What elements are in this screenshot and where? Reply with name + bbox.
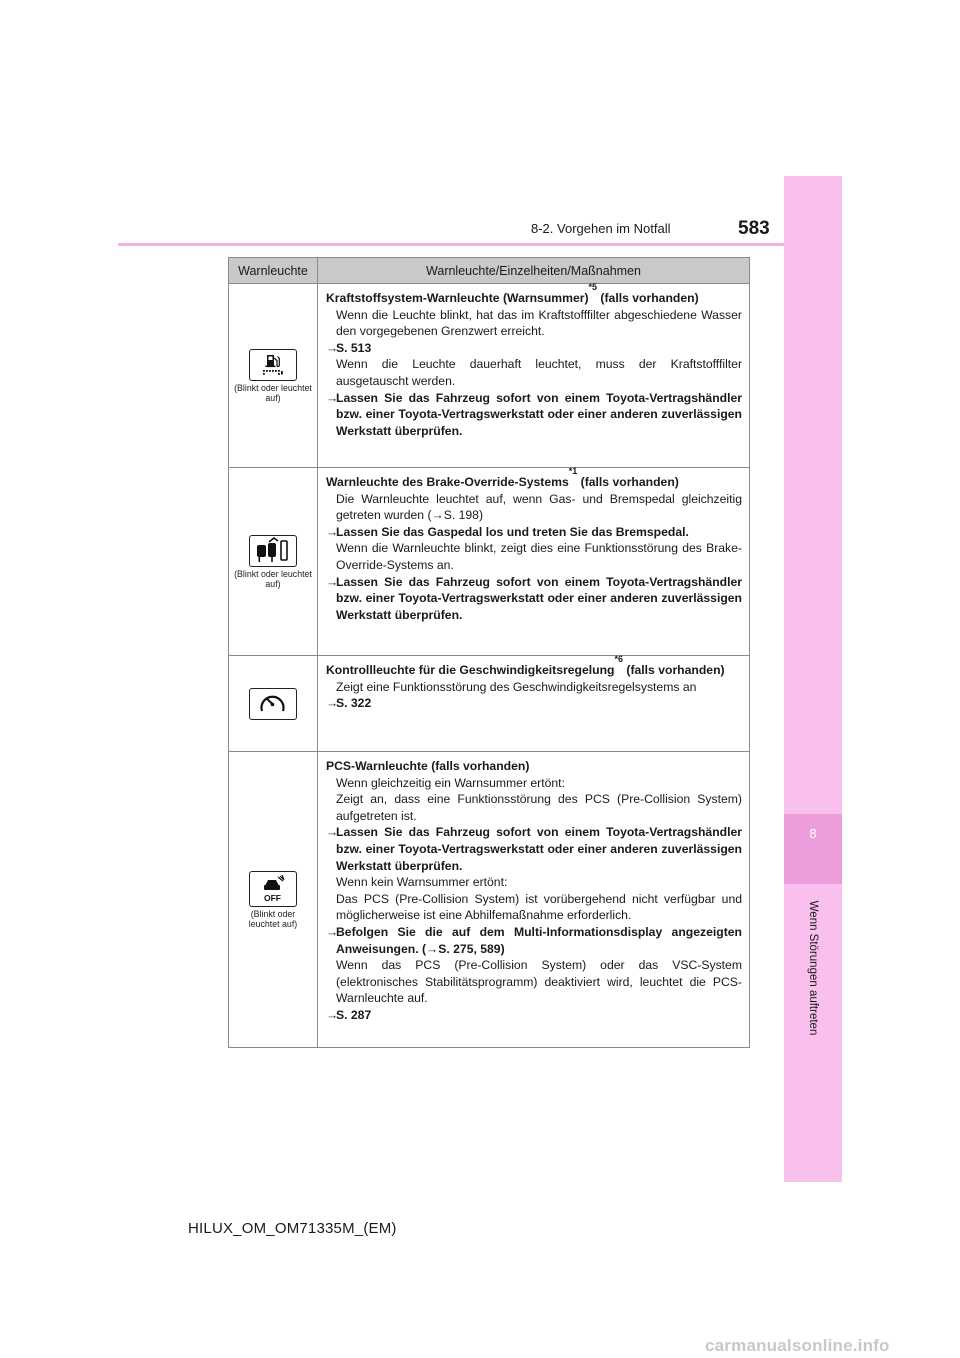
- row-action: → Befolgen Sie die auf dem Multi-Informationsdisplay angezeigten Anweisungen. (→S. 275, 589): [326, 924, 742, 956]
- table-row: [229, 752, 750, 1048]
- row-title: Kraftstoffsystem-Warnleuchte (Warnsummer)$^{*5}$ (falls vorhanden): [326, 282, 699, 305]
- row-title: Warnleuchte des Brake-Override-Systems$^{*1}$ (falls vorhanden): [326, 466, 679, 489]
- icon-caption: (Blinkt oder leuchtet auf): [234, 568, 312, 589]
- row-text: Wenn gleichzeitig ein Warnsummer ertönt:: [336, 775, 565, 790]
- arrow-icon: →: [326, 1007, 339, 1022]
- page-number: 583: [738, 218, 770, 239]
- watermark: carmanualsonline.info: [705, 1336, 890, 1355]
- chapter-number: 8: [809, 826, 817, 841]
- column-header-warning-light: Warnleuchte: [229, 258, 318, 284]
- row-reference: → S. 322: [326, 696, 372, 711]
- row-text: Wenn die Warnleuchte blinkt, zeigt dies eine Funktionsstörung des Brake-Override-Systems an.: [336, 541, 742, 572]
- row-reference: → S. 287: [326, 1007, 372, 1022]
- row-text: Wenn die Leuchte dauerhaft leuchtet, muss der Kraftstofffilter ausgetauscht werden.: [336, 357, 742, 388]
- icon-cell: [229, 468, 318, 656]
- icon-cell: [229, 656, 318, 752]
- table-row: [229, 468, 750, 656]
- table-header-row: [229, 258, 750, 284]
- row-action: → Lassen Sie das Fahrzeug sofort von einem Toyota-Vertragshändler bzw. einer Toyota-Vertragswerkstatt oder einer anderen zuverlässigen Werkstatt überprüfen.: [326, 825, 742, 873]
- pcs-warning-icon: [249, 871, 297, 907]
- icon-caption: (Blinkt oder leuchtet auf): [248, 908, 298, 929]
- row-text: Zeigt an, dass eine Funktionsstörung des PCS (Pre-Collision System) aufgetreten ist.: [336, 792, 742, 823]
- arrow-icon: →: [326, 574, 339, 589]
- warning-light-table: [228, 257, 750, 1048]
- arrow-icon: →: [326, 696, 339, 711]
- arrow-icon: →: [326, 340, 339, 355]
- row-action: → Lassen Sie das Fahrzeug sofort von einem Toyota-Vertragshändler bzw. einer Toyota-Vertragswerkstatt oder einer anderen zuverlässigen Werkstatt überprüfen.: [326, 390, 742, 438]
- arrow-icon: →: [326, 924, 339, 939]
- document-code: HILUX_OM_OM71335M_(EM): [188, 1220, 397, 1237]
- row-title: PCS-Warnleuchte (falls vorhanden): [326, 759, 530, 773]
- arrow-icon: →: [326, 825, 339, 840]
- row-action: → Lassen Sie das Fahrzeug sofort von einem Toyota-Vertragshändler bzw. einer Toyota-Vertragswerkstatt oder einer anderen zuverlässigen Werkstatt überprüfen.: [326, 574, 742, 622]
- header-rule: [118, 243, 840, 246]
- description-cell: [318, 468, 750, 656]
- arrow-icon: →: [326, 524, 339, 539]
- row-reference: → S. 513: [326, 340, 372, 355]
- row-text: Wenn die Leuchte blinkt, hat das im Kraftstofffilter abgeschiedene Wasser den vorgegebenen Grenzwert erreicht.: [336, 307, 742, 339]
- row-text: Wenn das PCS (Pre-Collision System) oder das VSC-System (elektronisches Stabilitätsprogramm) deaktiviert wird, leuchtet die PCS-Warnleuchte auf.: [336, 958, 742, 1006]
- column-header-details: Warnleuchte/Einzelheiten/Maßnahmen: [318, 258, 750, 284]
- row-text: Zeigt eine Funktionsstörung des Geschwindigkeitsregelsystems an: [336, 679, 697, 694]
- icon-caption: (Blinkt oder leuchtet auf): [234, 382, 312, 403]
- icon-cell: [229, 752, 318, 1048]
- pcs-off-label: OFF: [264, 892, 281, 903]
- row-action: → Lassen Sie das Gaspedal los und treten Sie das Bremspedal.: [326, 524, 689, 539]
- chapter-number-block: [784, 814, 842, 884]
- description-cell: [318, 752, 750, 1048]
- section-title: 8-2. Vorgehen im Notfall: [531, 221, 671, 236]
- row-text: Das PCS (Pre-Collision System) ist vorübergehend nicht verfügbar und möglicherweise ist eine Abhilfemaßnahme erforderlich.: [336, 891, 742, 923]
- table-row: [229, 656, 750, 752]
- description-cell: [318, 284, 750, 468]
- fuel-system-warning-icon: [249, 349, 297, 381]
- row-title: Kontrollleuchte für die Geschwindigkeitsregelung$^{*6}$ (falls vorhanden): [326, 654, 725, 677]
- arrow-icon: →: [326, 390, 339, 405]
- chapter-title: Wenn Störungen auftreten: [807, 900, 819, 1036]
- row-text: Die Warnleuchte leuchtet auf, wenn Gas- und Bremspedal gleichzeitig getreten wurden (→S. 198): [336, 491, 742, 523]
- brake-override-warning-icon: [249, 535, 297, 567]
- description-cell: [318, 656, 750, 752]
- table-row: [229, 284, 750, 468]
- row-text: Wenn kein Warnsummer ertönt:: [336, 875, 508, 890]
- icon-cell: [229, 284, 318, 468]
- cruise-control-indicator-icon: [249, 688, 297, 720]
